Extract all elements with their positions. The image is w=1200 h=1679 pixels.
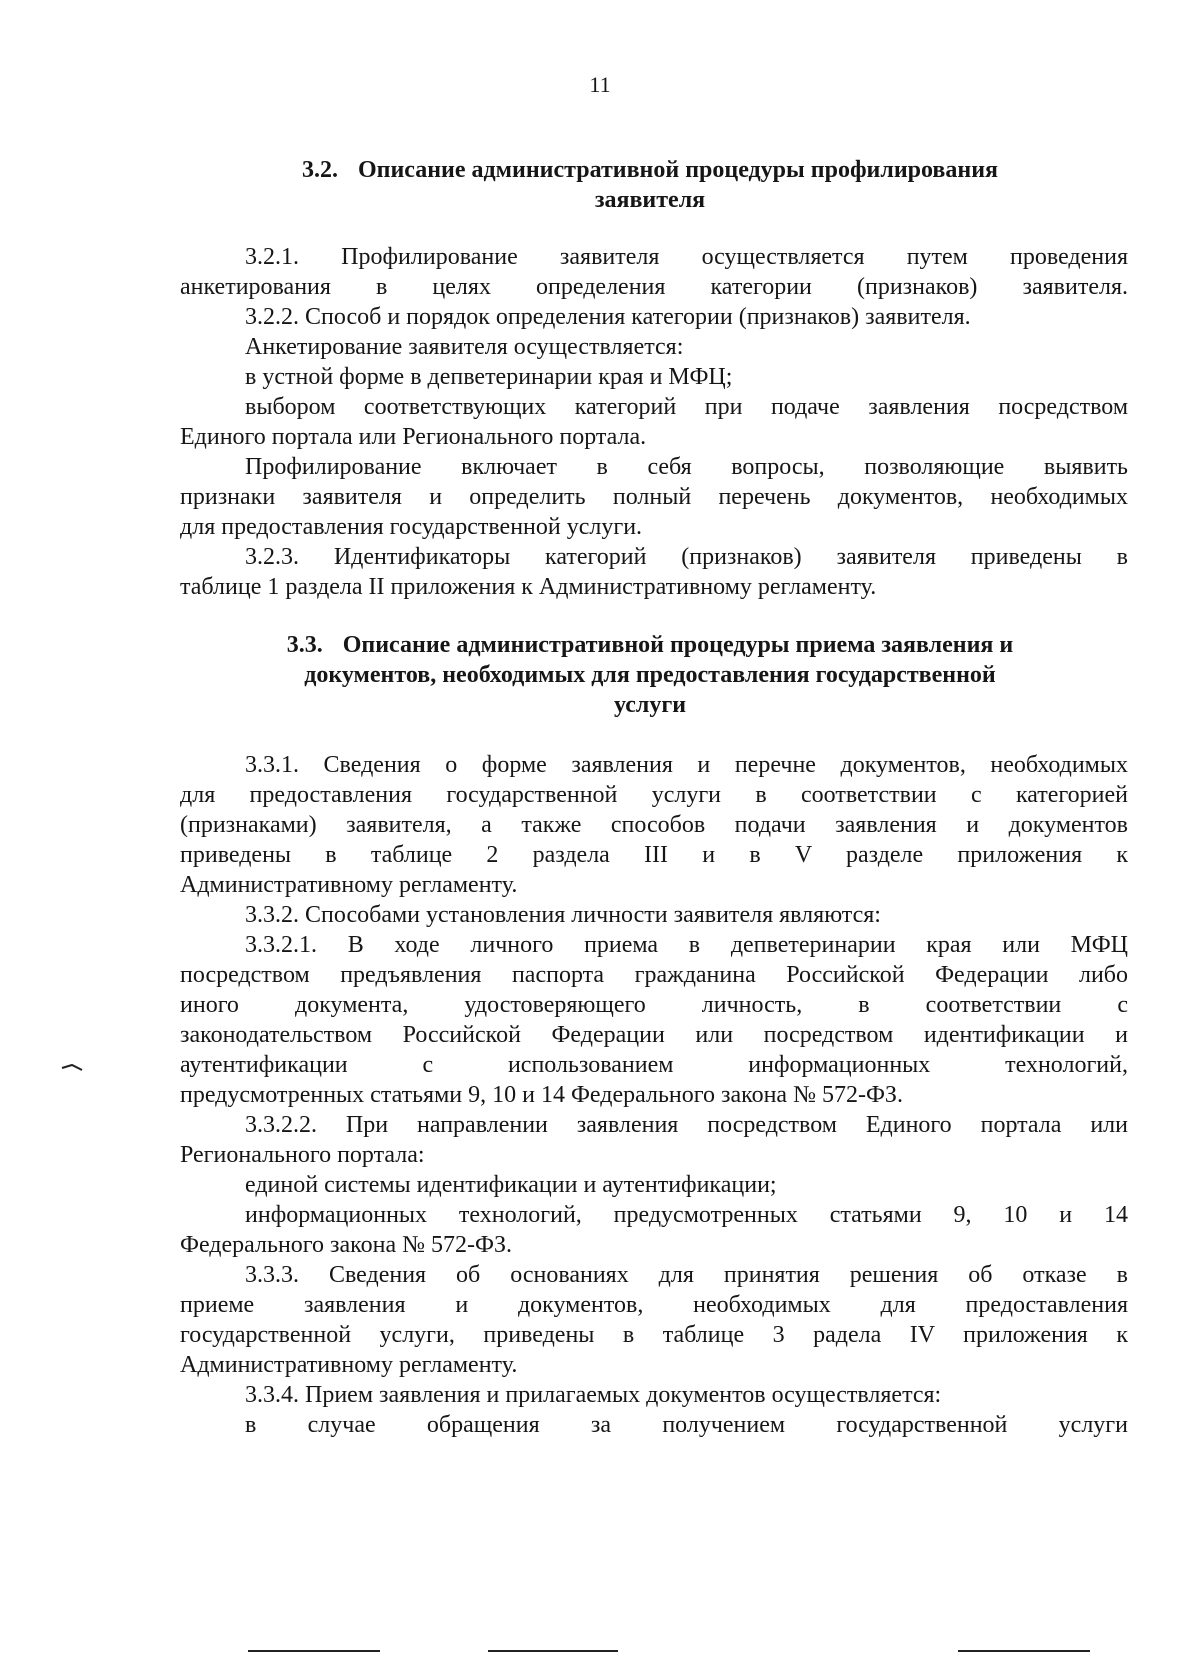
paragraph-line: предусмотренных статьями 9, 10 и 14 Федерального закона № 572-ФЗ. xyxy=(180,1082,903,1108)
paragraph-line: признаки заявителя и определить полный перечень документов, необходимых xyxy=(180,484,1128,510)
footer-rule xyxy=(488,1650,618,1652)
section-title-line: услуги xyxy=(613,692,687,718)
paragraph-line: посредством предъявления паспорта гражданина Российской Федерации либо xyxy=(180,962,1128,988)
paragraph-line: 3.3.2.1. В ходе личного приема в депветеринарии края или МФЦ xyxy=(245,932,1128,958)
paragraph-line: (признаками) заявителя, а также способов подачи заявления и документов xyxy=(180,812,1128,838)
paragraph-line: приеме заявления и документов, необходимых для предоставления xyxy=(180,1292,1128,1318)
page-number: 11 xyxy=(589,72,611,97)
paragraph-line: Административному регламенту. xyxy=(180,1352,518,1378)
section-number: 3.3. xyxy=(286,632,323,658)
paragraph-line: 3.3.2. Способами установления личности заявителя являются: xyxy=(245,902,881,928)
section-title-line: Описание административной процедуры приема заявления и xyxy=(342,632,1014,658)
paragraph-line: Административному регламенту. xyxy=(180,872,518,898)
paragraph-line: Единого портала или Регионального портала. xyxy=(180,424,647,450)
paragraph-line: приведены в таблице 2 раздела III и в V разделе приложения к xyxy=(180,842,1128,868)
margin-tick-mark xyxy=(60,1062,84,1072)
paragraph-line: 3.3.4. Прием заявления и прилагаемых документов осуществляется: xyxy=(245,1382,942,1408)
paragraph-line: 3.2.2. Способ и порядок определения категории (признаков) заявителя. xyxy=(245,304,971,330)
paragraph-line: Регионального портала: xyxy=(180,1142,425,1168)
paragraph-line: Анкетирование заявителя осуществляется: xyxy=(245,334,684,360)
paragraph-line: 3.3.1. Сведения о форме заявления и перечне документов, необходимых xyxy=(245,752,1128,778)
section-heading-3-2-cont xyxy=(170,185,1130,215)
paragraph-line: законодательством Российской Федерации или посредством идентификации и xyxy=(180,1022,1128,1048)
paragraph-line: 3.3.3. Сведения об основаниях для принятия решения об отказе в xyxy=(245,1262,1128,1288)
paragraph-line: государственной услуги, приведены в таблице 3 радела IV приложения к xyxy=(180,1322,1128,1348)
paragraph-line: единой системы идентификации и аутентификации; xyxy=(245,1172,777,1198)
paragraph-line: выбором соответствующих категорий при подаче заявления посредством xyxy=(245,394,1128,420)
section-title-line: документов, необходимых для предоставления государственной xyxy=(304,662,996,688)
section-heading-3-2 xyxy=(170,155,1130,185)
footer-rule xyxy=(248,1650,380,1652)
paragraph-line: 3.2.1. Профилирование заявителя осуществляется путем проведения xyxy=(245,244,1128,270)
paragraph-line: для предоставления государственной услуги в соответствии с категорией xyxy=(180,782,1128,808)
section-heading-3-3 xyxy=(170,630,1130,660)
section-title-line: заявителя xyxy=(594,187,706,213)
paragraph-line: Федерального закона № 572-ФЗ. xyxy=(180,1232,512,1258)
section-number: 3.2. xyxy=(301,157,338,183)
section-title-line: Описание административной процедуры профилирования xyxy=(357,157,999,183)
paragraph-line: в устной форме в депветеринарии края и МФЦ; xyxy=(245,364,733,390)
paragraph-line: таблице 1 раздела II приложения к Административному регламенту. xyxy=(180,574,877,600)
paragraph-line: анкетирования в целях определения категории (признаков) заявителя. xyxy=(180,274,1128,300)
section-heading-3-3-cont2 xyxy=(170,690,1130,720)
paragraph-line: информационных технологий, предусмотренных статьями 9, 10 и 14 xyxy=(245,1202,1128,1228)
paragraph-line: Профилирование включает в себя вопросы, позволяющие выявить xyxy=(245,454,1128,480)
paragraph-line: иного документа, удостоверяющего личность, в соответствии с xyxy=(180,992,1128,1018)
paragraph-line: 3.2.3. Идентификаторы категорий (признаков) заявителя приведены в xyxy=(245,544,1128,570)
footer-rule xyxy=(958,1650,1090,1652)
paragraph-line: аутентификации с использованием информационных технологий, xyxy=(180,1052,1128,1078)
paragraph-line: для предоставления государственной услуги. xyxy=(180,514,643,540)
section-heading-3-3-cont xyxy=(170,660,1130,690)
paragraph-line: 3.3.2.2. При направлении заявления посредством Единого портала или xyxy=(245,1112,1128,1138)
paragraph-line: в случае обращения за получением государственной услуги xyxy=(245,1412,1128,1438)
